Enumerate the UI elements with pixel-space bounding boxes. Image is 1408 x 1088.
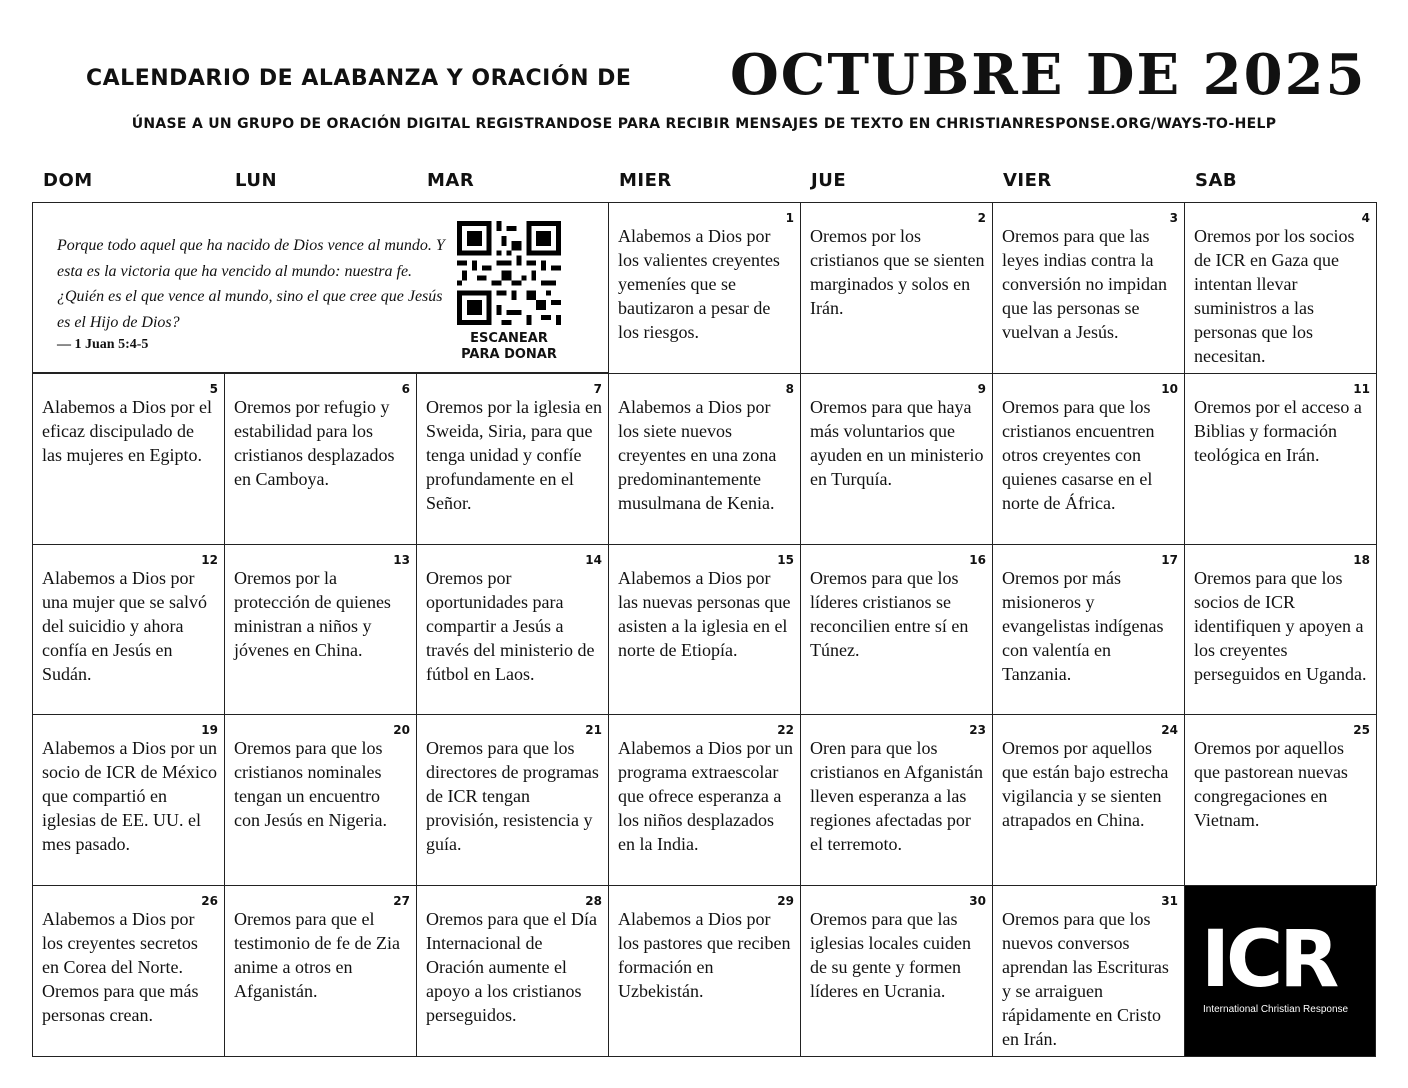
day-number: 13 (393, 552, 410, 567)
day-cell (1184, 373, 1377, 545)
day-number: 10 (1161, 381, 1178, 396)
day-cell (32, 544, 225, 716)
day-number: 27 (393, 894, 410, 909)
prayer-text: Alabemos a Dios por el eficaz discipulado de las mujeres en Egipto. (42, 396, 212, 465)
day-cell (224, 885, 417, 1057)
day-cell (608, 885, 801, 1057)
prayer-text: Oremos por refugio y estabilidad para los cristianos desplazados en Camboya. (234, 396, 395, 489)
day-number: 4 (1361, 211, 1370, 225)
day-cell (608, 544, 801, 716)
day-number: 8 (785, 381, 794, 396)
icr-logo-mark: ICR (1201, 915, 1336, 1006)
day-cell (32, 373, 225, 545)
prayer-text: Oremos por la iglesia en Sweida, Siria, para que tenga unidad y confíe profundamente en el Señor. (426, 396, 602, 513)
prayer-text: Alabemos a Dios por las nuevas personas que asisten a la iglesia en el norte de Etiopía. (618, 567, 791, 660)
intro-cell (32, 202, 609, 373)
day-number: 1 (785, 211, 794, 225)
day-number: 30 (969, 894, 986, 909)
day-number: 17 (1161, 552, 1178, 567)
weekday-dom: DOM (43, 170, 93, 191)
prayer-text: Oremos por la protección de quienes ministran a niños y jóvenes en China. (234, 567, 391, 660)
day-number: 3 (1169, 211, 1178, 225)
day-cell (416, 544, 609, 716)
prayer-text: Oremos por más misioneros y evangelistas indígenas con valentía en Tanzania. (1002, 567, 1164, 684)
day-number: 2 (977, 211, 986, 225)
weekday-jue: JUE (811, 170, 847, 191)
prayer-text: Alabemos a Dios por los valientes creyentes yemeníes que se bautizaron a pesar de los riesgos. (618, 226, 780, 342)
day-cell (608, 202, 801, 374)
prayer-text: Oremos por los cristianos que se sienten marginados y solos en Irán. (810, 226, 985, 318)
prayer-text: Oremos por aquellos que pastorean nuevas congregaciones en Vietnam. (1194, 738, 1348, 831)
day-number: 21 (585, 723, 602, 738)
day-number: 18 (1353, 552, 1370, 567)
weekday-sab: SAB (1195, 170, 1238, 191)
calendar-subtitle: ÚNASE A UN GRUPO DE ORACIÓN DIGITAL REGISTRANDOSE PARA RECIBIR MENSAJES DE TEXTO EN CHRISTIANRESPONSE.ORG/WAYS-TO-HELP (131, 116, 1277, 132)
day-cell (992, 544, 1185, 716)
day-number: 20 (393, 723, 410, 738)
scan-to-donate-label: ESCANEAR PARA DONAR (461, 331, 557, 362)
prayer-text: Alabemos a Dios por los siete nuevos creyentes en una zona predominantemente musulmana de Kenia. (618, 396, 777, 513)
day-cell (224, 544, 417, 716)
day-number: 22 (777, 723, 794, 738)
weekday-mar: MAR (427, 170, 475, 191)
prayer-text: Alabemos a Dios por un programa extraescolar que ofrece esperanza a los niños desplazados en la India. (618, 738, 793, 855)
prayer-text: Oremos para que las iglesias locales cuiden de su gente y formen líderes en Ucrania. (810, 909, 971, 1002)
prayer-text: Alabemos a Dios por los pastores que reciben formación en Uzbekistán. (618, 909, 791, 1002)
prayer-text: Oremos para que los cristianos encuentren otros creyentes con quienes casarse en el norte de África. (1002, 396, 1155, 513)
day-cell (800, 714, 993, 886)
day-cell (800, 373, 993, 545)
day-cell (416, 885, 609, 1057)
day-number: 5 (209, 381, 218, 396)
prayer-text: Alabemos a Dios por los creyentes secretos en Corea del Norte. Oremos para que más personas crean. (42, 909, 199, 1026)
prayer-text: Oremos por aquellos que están bajo estrecha vigilancia y se sienten atrapados en China. (1002, 738, 1169, 831)
prayer-text: Oremos para que las leyes indias contra la conversión no impidan que las personas se vuelvan a Jesús. (1002, 226, 1167, 342)
day-cell (992, 373, 1185, 545)
prayer-text: Oremos por el acceso a Biblias y formación teológica en Irán. (1194, 396, 1362, 465)
prayer-text: Oremos para que el testimonio de fe de Zia anime a otros en Afganistán. (234, 909, 400, 1002)
day-number: 31 (1161, 894, 1178, 909)
prayer-text: Oremos para que los socios de ICR identifiquen y apoyen a los creyentes perseguidos en Uganda. (1194, 567, 1367, 684)
day-number: 14 (585, 552, 602, 567)
prayer-text: Oremos para que los directores de programas de ICR tengan provisión, resistencia y guía. (426, 738, 599, 855)
prayer-text: Oremos para que haya más voluntarios que ayuden en un ministerio en Turquía. (810, 396, 984, 489)
day-cell (608, 373, 801, 545)
weekday-vier: VIER (1003, 170, 1052, 191)
weekday-mier: MIER (619, 170, 672, 191)
prayer-text: Oremos por oportunidades para compartir a Jesús a través del ministerio de fútbol en Laos. (426, 567, 595, 684)
prayer-text: Oremos por los socios de ICR en Gaza que intentan llevar suministros a las personas que los necesitan. (1194, 226, 1355, 366)
icr-logo (1184, 885, 1376, 1057)
day-number: 6 (401, 381, 410, 396)
verse-reference: — 1 Juan 5:4-5 (57, 337, 149, 352)
day-cell (224, 714, 417, 886)
calendar-title-prefix: CALENDARIO DE ALABANZA Y ORACIÓN DE (86, 66, 632, 91)
prayer-text: Oremos para que los nuevos conversos aprendan las Escrituras y se arraiguen rápidamente en Cristo en Irán. (1002, 909, 1169, 1050)
day-cell (224, 373, 417, 545)
day-number: 28 (585, 894, 602, 909)
calendar-grid (32, 202, 1376, 1056)
day-cell (1184, 714, 1377, 886)
day-cell (800, 885, 993, 1057)
day-number: 12 (201, 552, 218, 567)
weekday-lun: LUN (235, 170, 278, 191)
day-number: 9 (977, 381, 986, 396)
day-cell (608, 714, 801, 886)
day-cell (800, 202, 993, 374)
qr-code-icon[interactable] (457, 221, 561, 325)
day-cell (32, 714, 225, 886)
day-number: 19 (201, 723, 218, 738)
day-cell (992, 714, 1185, 886)
day-cell (416, 373, 609, 545)
day-number: 15 (777, 552, 794, 567)
day-number: 23 (969, 723, 986, 738)
prayer-text: Oremos para que los cristianos nominales tengan un encuentro con Jesús en Nigeria. (234, 738, 387, 831)
day-cell (1184, 544, 1377, 716)
day-cell (992, 885, 1185, 1057)
day-cell (800, 544, 993, 716)
calendar-title-month: OCTUBRE DE 2025 (730, 42, 1367, 108)
day-number: 24 (1161, 723, 1178, 738)
bible-verse: Porque todo aquel que ha nacido de Dios vence al mundo. Y esta es la victoria que ha vencido al mundo: nuestra fe. ¿Quién es el que vence al mundo, sino el que cree que Jesús es el Hijo de Dios? (57, 237, 445, 331)
day-cell (416, 714, 609, 886)
day-cell (992, 202, 1185, 374)
day-number: 7 (593, 381, 602, 396)
day-number: 29 (777, 894, 794, 909)
day-cell (32, 885, 225, 1057)
prayer-text: Oren para que los cristianos en Afganistán lleven esperanza a las regiones afectadas por el terremoto. (810, 738, 983, 855)
day-number: 26 (201, 894, 218, 909)
prayer-text: Alabemos a Dios por un socio de ICR de México que compartió en iglesias de EE. UU. el mes pasado. (42, 738, 217, 855)
day-number: 25 (1353, 723, 1370, 738)
day-cell (1184, 202, 1377, 374)
prayer-text: Alabemos a Dios por una mujer que se salvó del suicidio y ahora confía en Jesús en Sudán. (42, 567, 207, 684)
day-number: 16 (969, 552, 986, 567)
prayer-text: Oremos para que los líderes cristianos se reconcilien entre sí en Túnez. (810, 567, 969, 660)
icr-logo-name: International Christian Response (1203, 1004, 1349, 1016)
prayer-text: Oremos para que el Día Internacional de Oración aumente el apoyo a los cristianos perseguidos. (426, 909, 597, 1026)
day-number: 11 (1353, 381, 1370, 396)
